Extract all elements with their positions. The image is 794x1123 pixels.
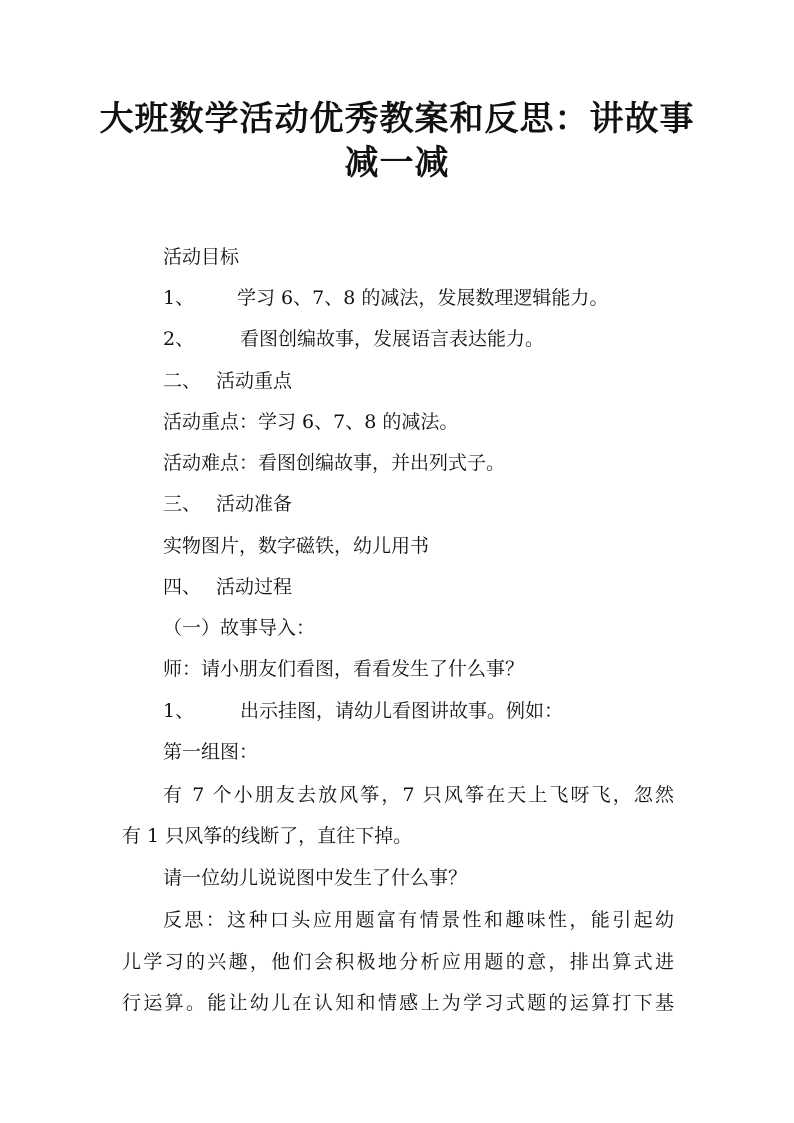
focus-section-number: 二、 bbox=[163, 370, 202, 392]
focus-difficulty: 活动难点：看图创编故事，并出列式子。 bbox=[163, 452, 506, 474]
ask-child-prompt: 请一位幼儿说说图中发生了什么事？ bbox=[163, 867, 468, 889]
goal-item-1-text: 学习 6、7、8 的减法，发展数理逻辑能力。 bbox=[237, 287, 609, 309]
goal-item-2 bbox=[163, 326, 544, 352]
goal-item-2-text: 看图创编故事，发展语言表达能力。 bbox=[240, 328, 545, 350]
reflection-line-1: 反思：这种口头应用题富有情景性和趣味性，能引起幼 bbox=[163, 909, 674, 931]
prep-section-heading bbox=[163, 491, 292, 517]
reflection-line-3: 行运算。能让幼儿在认知和情感上为学习式题的运算打下基 bbox=[122, 992, 674, 1014]
reflection-line-2: 儿学习的兴趣，他们会积极地分析应用题的意，排出算式进 bbox=[122, 951, 674, 973]
process-section-number: 四、 bbox=[163, 576, 202, 598]
document-title-line-2: 减一减 bbox=[344, 143, 450, 183]
process-section-heading bbox=[163, 574, 292, 600]
prep-section-title: 活动准备 bbox=[216, 493, 293, 515]
picture-group-1-label: 第一组图： bbox=[163, 741, 259, 763]
process-subheading-story-intro: （一）故事导入： bbox=[163, 617, 316, 639]
document-title-line-1: 大班数学活动优秀教案和反思：讲故事 bbox=[99, 99, 695, 139]
prep-materials: 实物图片，数字磁铁，幼儿用书 bbox=[163, 535, 430, 557]
goal-item-1-number: 1、 bbox=[163, 287, 195, 309]
focus-section-heading bbox=[163, 368, 292, 394]
process-step-1-number: 1、 bbox=[163, 700, 195, 722]
focus-section-title: 活动重点 bbox=[216, 370, 293, 392]
process-step-1-text: 出示挂图，请幼儿看图讲故事。例如： bbox=[240, 700, 564, 722]
focus-key-point: 活动重点：学习 6、7、8 的减法。 bbox=[163, 411, 459, 433]
process-step-1 bbox=[163, 698, 563, 724]
prep-section-number: 三、 bbox=[163, 493, 202, 515]
teacher-prompt: 师：请小朋友们看图，看看发生了什么事？ bbox=[163, 658, 525, 680]
story-paragraph-line-2: 有 1 只风筝的线断了，直往下掉。 bbox=[122, 825, 413, 847]
goal-item-2-number: 2、 bbox=[163, 328, 195, 350]
goal-item-1 bbox=[163, 285, 608, 311]
process-section-title: 活动过程 bbox=[216, 576, 293, 598]
goals-heading: 活动目标 bbox=[163, 246, 240, 268]
story-paragraph-line-1: 有 7 个小朋友去放风筝，7 只风筝在天上飞呀飞，忽然 bbox=[163, 784, 674, 806]
